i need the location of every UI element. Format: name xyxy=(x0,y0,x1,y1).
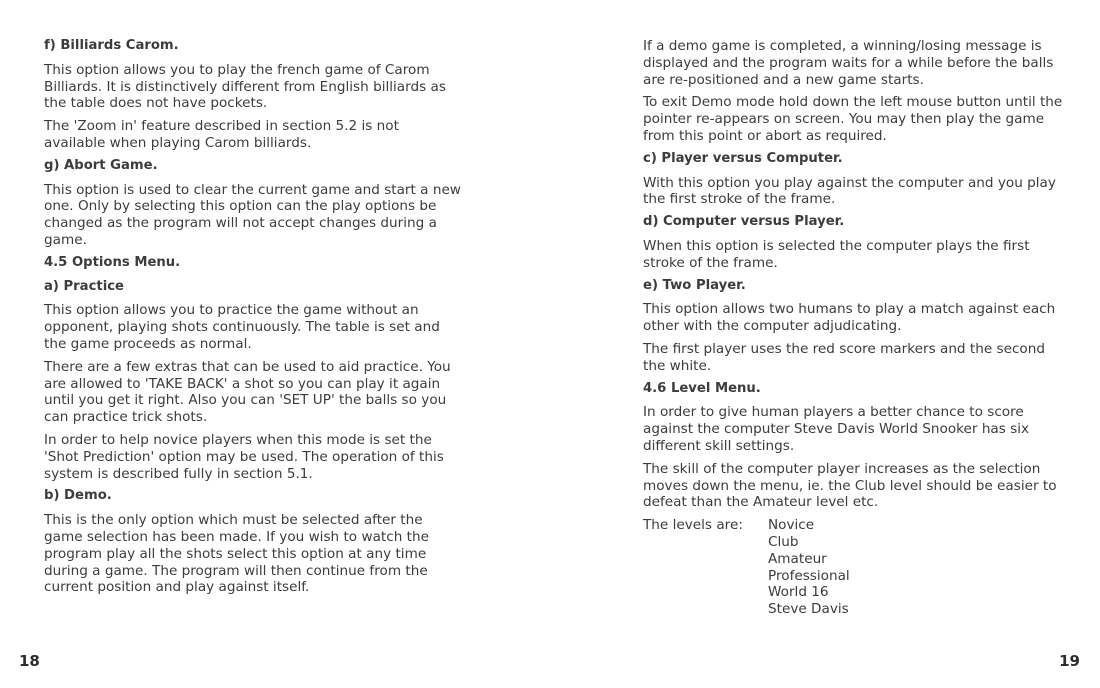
section-heading: g) Abort Game. xyxy=(44,157,158,173)
level-item: Novice xyxy=(768,517,815,534)
body-paragraph: When this option is selected the computer plays the first stroke of the frame. xyxy=(643,237,1030,271)
levels-label: The levels are: xyxy=(643,517,743,534)
right-page-blocks xyxy=(643,38,1068,511)
body-paragraph: There are a few extras that can be used to aid practice. You are allowed to 'TAKE BACK' a shot so you can play it again until you get it right. Also you can 'SET UP' the balls so you can practice trick shots. xyxy=(44,358,451,426)
body-paragraph: The first player uses the red score markers and the second the white. xyxy=(643,340,1045,374)
body-paragraph: If a demo game is completed, a winning/losing message is displayed and the program waits for a while before the balls are re-positioned and a new game starts. xyxy=(643,38,1054,88)
right-page-text-column xyxy=(643,38,1068,618)
body-paragraph: The skill of the computer player increases as the selection moves down the menu, ie. the Club level should be easier to defeat than the Amateur level etc. xyxy=(643,460,1057,511)
section-heading: d) Computer versus Player. xyxy=(643,214,845,230)
section-heading: b) Demo. xyxy=(44,488,112,504)
left-page-number: 18 xyxy=(19,652,40,670)
right-page xyxy=(550,0,1100,688)
levels-list xyxy=(768,517,850,618)
section-heading: a) Practice xyxy=(44,278,124,294)
level-item: Club xyxy=(768,533,799,550)
section-heading: f) Billiards Carom. xyxy=(44,38,179,53)
body-paragraph: The 'Zoom in' feature described in section 5.2 is not available when playing Carom billiards. xyxy=(44,118,399,151)
level-item: Amateur xyxy=(768,550,827,567)
body-paragraph: This option allows two humans to play a match against each other with the computer adjudicating. xyxy=(643,301,1056,335)
level-item: Steve Davis xyxy=(768,601,849,618)
body-paragraph: In order to give human players a better chance to score against the computer Steve Davis World Snooker has six different skill settings. xyxy=(643,404,1030,454)
levels-section xyxy=(643,517,1068,618)
body-paragraph: This option allows you to play the french game of Carom Billiards. It is distinctively different from English billiards as the table does not have pockets. xyxy=(44,61,446,112)
section-heading: 4.6 Level Menu. xyxy=(643,380,761,396)
right-page-number: 19 xyxy=(1059,652,1080,670)
body-paragraph: This option is used to clear the current game and start a new one. Only by selecting this option can the play options be changed as the program will not accept changes during a game. xyxy=(44,181,461,248)
body-paragraph: This is the only option which must be selected after the game selection has been made. If you wish to watch the program play all the shots select this option at any time during a game. The program will then continue from the current position and play against itself. xyxy=(44,512,429,596)
left-page-text-column xyxy=(44,38,464,602)
body-paragraph: In order to help novice players when this mode is set the 'Shot Prediction' option may be used. The operation of this system is described fully in section 5.1. xyxy=(44,431,444,482)
body-paragraph: To exit Demo mode hold down the left mouse button until the pointer re-appears on screen. You may then play the game from this point or abort as required. xyxy=(643,94,1063,144)
section-heading: 4.5 Options Menu. xyxy=(44,254,181,270)
body-paragraph: With this option you play against the computer and you play the first stroke of the frame. xyxy=(643,174,1056,208)
body-paragraph: This option allows you to practice the game without an opponent, playing shots continuously. The table is set and the game proceeds as normal. xyxy=(44,302,440,352)
section-heading: e) Two Player. xyxy=(643,277,746,293)
level-item: Professional xyxy=(768,567,850,584)
level-item: World 16 xyxy=(768,584,829,601)
section-heading: c) Player versus Computer. xyxy=(643,150,843,166)
